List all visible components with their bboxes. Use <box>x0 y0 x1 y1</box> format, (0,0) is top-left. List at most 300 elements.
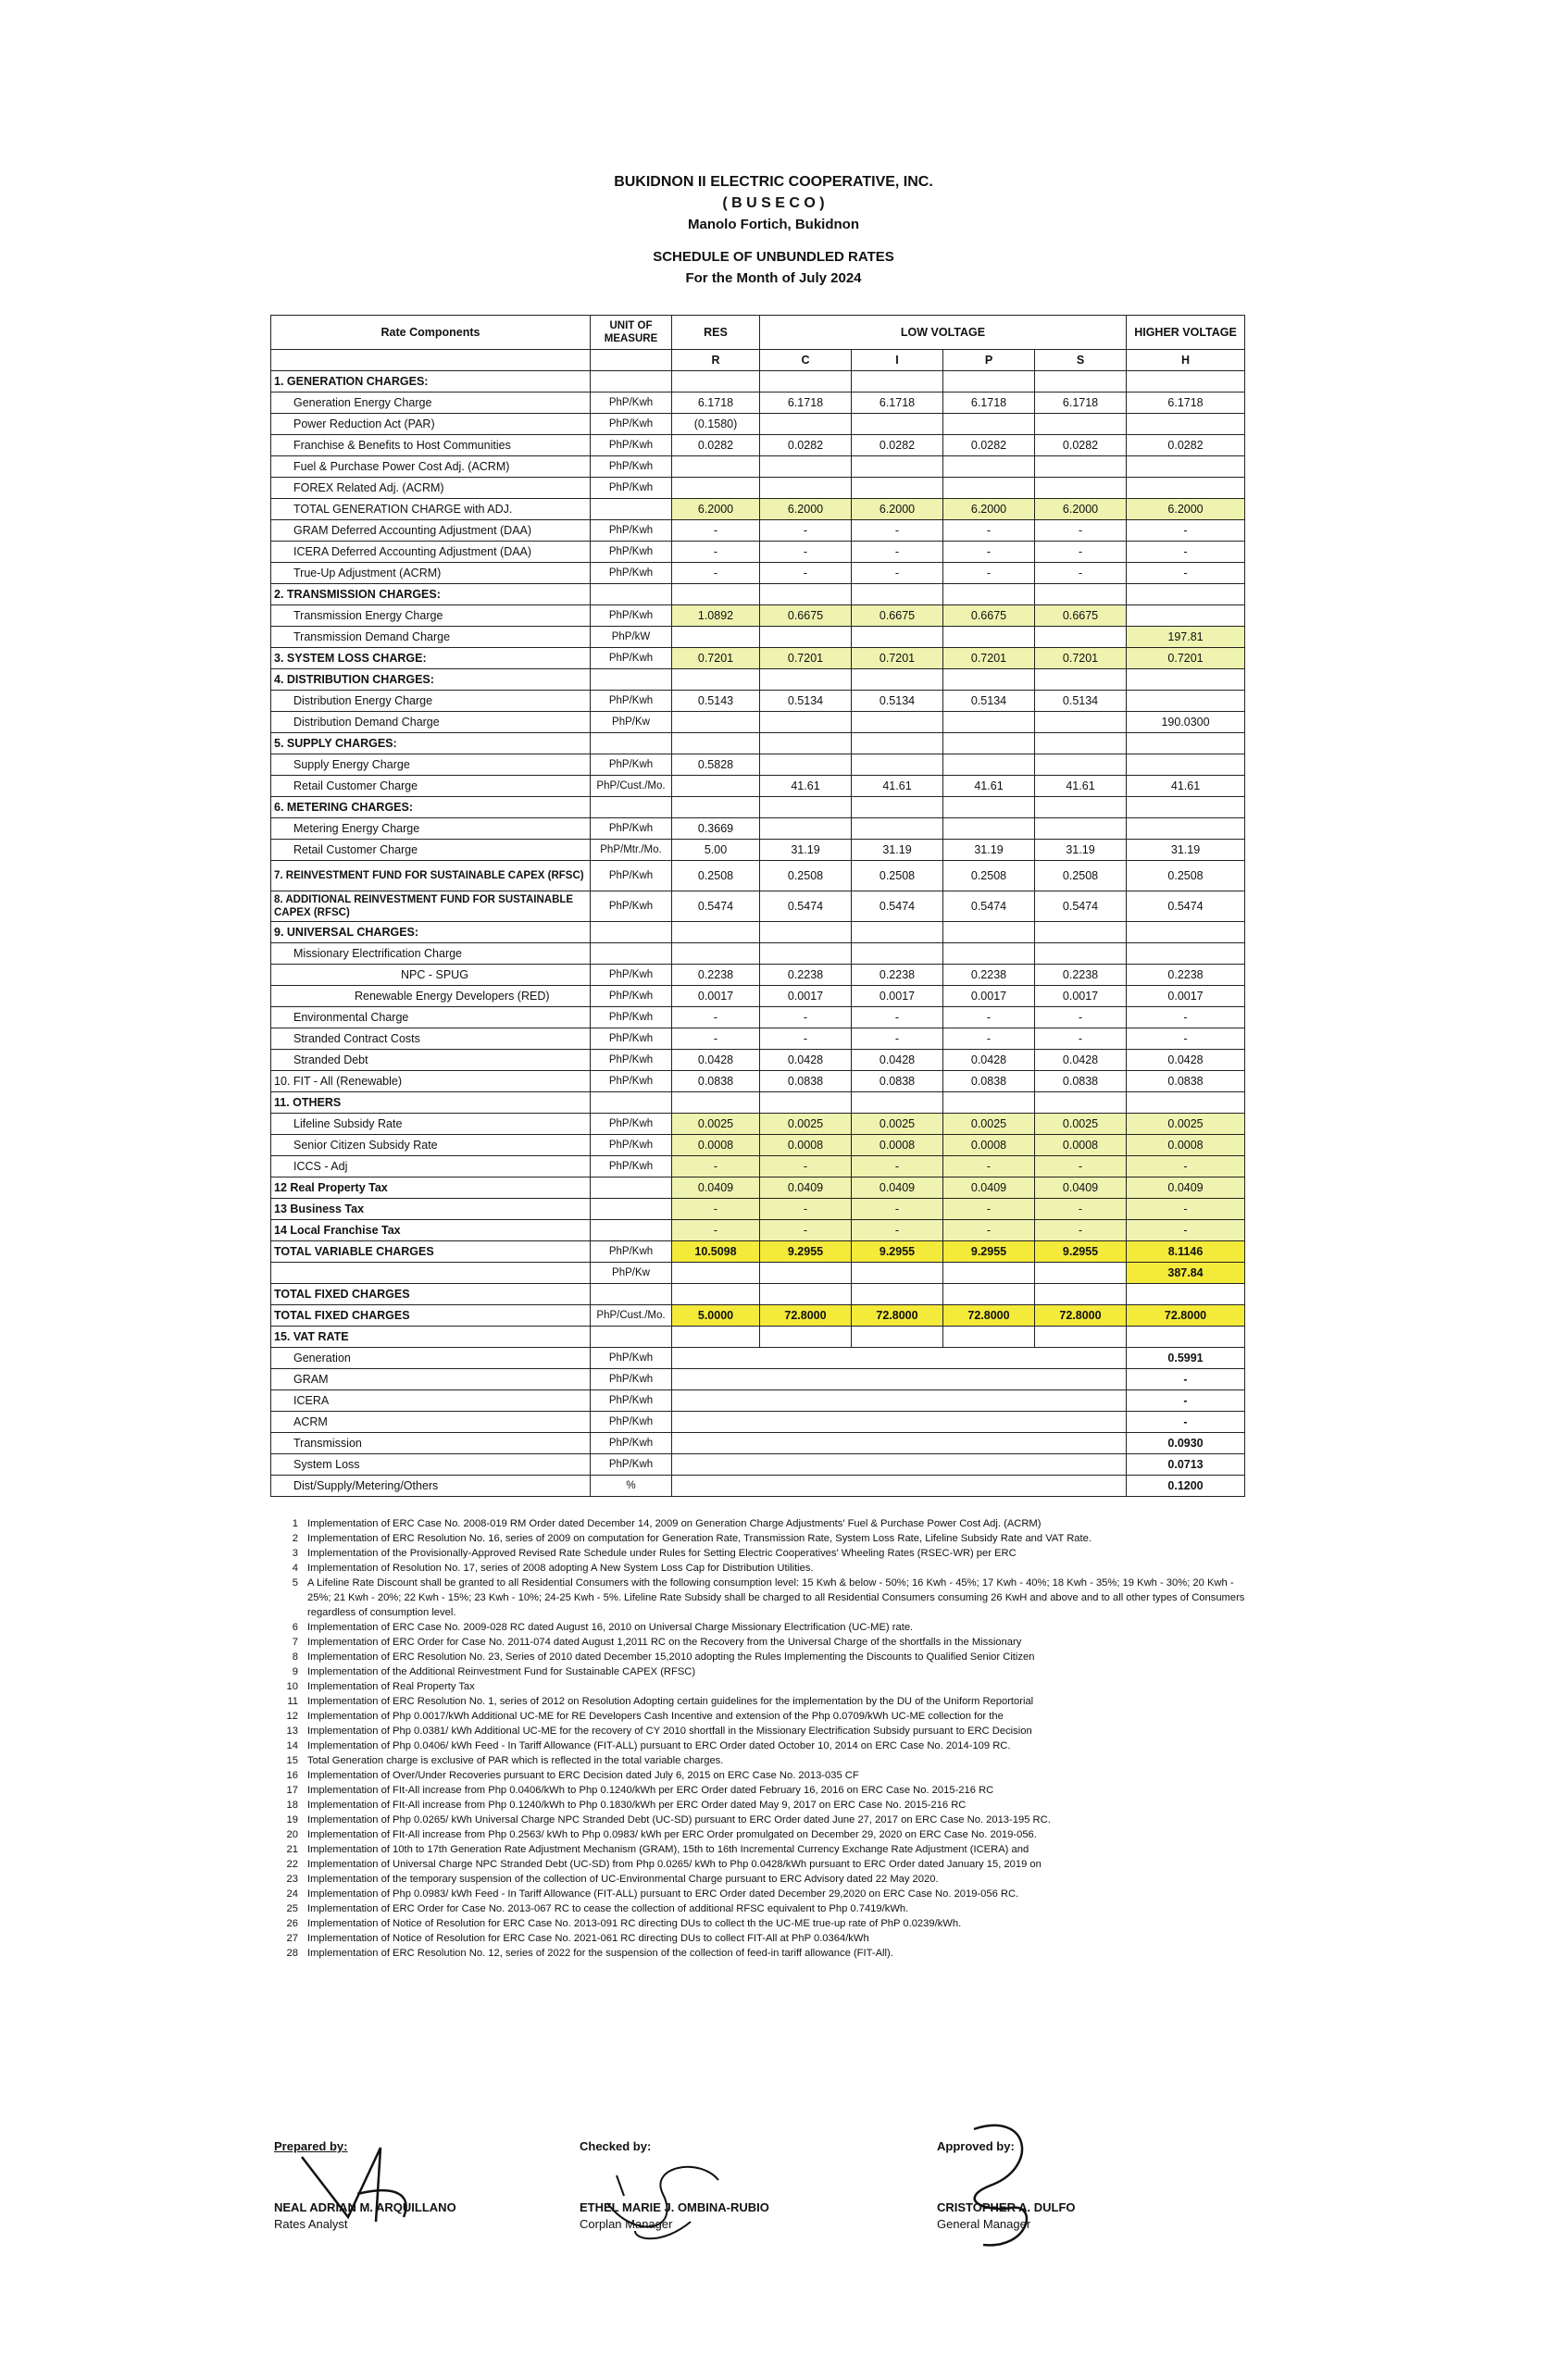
value-cell-c: 0.0282 <box>760 435 852 456</box>
value-cell-c: - <box>760 1028 852 1050</box>
value-cell-i: - <box>852 1156 943 1178</box>
value-cell-p: 0.2238 <box>943 965 1035 986</box>
footnote-number: 6 <box>292 1622 298 1633</box>
value-cell-c <box>760 818 852 840</box>
value-cell-p: 6.2000 <box>943 499 1035 520</box>
value-cell-s <box>1035 818 1127 840</box>
value-cell-r: - <box>672 1156 760 1178</box>
value-cell-i <box>852 456 943 478</box>
value-cell-p: 0.0008 <box>943 1135 1035 1156</box>
footnote-item <box>278 1827 1250 1842</box>
value-cell-h <box>1127 605 1245 627</box>
value-cell-i: 0.2238 <box>852 965 943 986</box>
footnote-item <box>278 1783 1250 1798</box>
signature-approved <box>937 2138 1215 2249</box>
rate-component-label: 13 Business Tax <box>271 1199 591 1220</box>
value-cell-i <box>852 1327 943 1348</box>
value-cell-r: 1.0892 <box>672 605 760 627</box>
value-cell-i: 9.2955 <box>852 1241 943 1263</box>
value-cell-r: 0.7201 <box>672 648 760 669</box>
table-row <box>271 1348 1245 1369</box>
value-cell-s: 0.0008 <box>1035 1135 1127 1156</box>
value-cell-i: 0.0025 <box>852 1114 943 1135</box>
rate-component-label: ICERA Deferred Accounting Adjustment (DAA) <box>271 542 591 563</box>
footnotes <box>278 1516 1250 1961</box>
value-cell-s: 0.5134 <box>1035 691 1127 712</box>
value-cell-h <box>1127 1284 1245 1305</box>
rate-component-label: ACRM <box>271 1412 591 1433</box>
value-cell-r: 0.0428 <box>672 1050 760 1071</box>
footnote-text: Implementation of Php 0.0265/ kWh Universal Charge NPC Stranded Debt (UC-SD) pursuant to ERC Order dated June 27, 2017 on ERC Case No. 2013-195 RC. <box>307 1814 1051 1825</box>
footnote-number: 23 <box>286 1874 298 1885</box>
value-cell-r: 0.2238 <box>672 965 760 986</box>
value-cell-r: 0.5828 <box>672 754 760 776</box>
value-cell-s: - <box>1035 1028 1127 1050</box>
footnote-number: 4 <box>292 1563 298 1574</box>
footnote-number: 28 <box>286 1948 298 1959</box>
value-cell-p <box>943 456 1035 478</box>
value-cell-h: 0.0409 <box>1127 1178 1245 1199</box>
unit-of-measure: PhP/Kwh <box>591 542 672 563</box>
footnote-number: 9 <box>292 1666 298 1677</box>
unit-of-measure: PhP/Kwh <box>591 965 672 986</box>
rate-component-label: Distribution Demand Charge <box>271 712 591 733</box>
value-cell-c <box>760 478 852 499</box>
unit-of-measure: PhP/Kwh <box>591 1412 672 1433</box>
rate-component-label: TOTAL FIXED CHARGES <box>271 1284 591 1305</box>
value-cell-c: 9.2955 <box>760 1241 852 1263</box>
value-cell-s: 0.6675 <box>1035 605 1127 627</box>
unit-of-measure: PhP/Kwh <box>591 414 672 435</box>
value-cell-h: - <box>1127 1390 1245 1412</box>
rate-component-label: GRAM Deferred Accounting Adjustment (DAA) <box>271 520 591 542</box>
value-cell-p <box>943 669 1035 691</box>
value-cell-s: - <box>1035 1220 1127 1241</box>
value-cell-r <box>672 1284 760 1305</box>
rate-component-label: 7. REINVESTMENT FUND FOR SUSTAINABLE CAPEX (RFSC) <box>271 861 591 891</box>
table-row <box>271 986 1245 1007</box>
value-cell-s: 0.2508 <box>1035 861 1127 891</box>
value-cell-h: 0.5474 <box>1127 891 1245 922</box>
value-cell-s <box>1035 943 1127 965</box>
prepared-label: Prepared by: <box>274 2139 348 2153</box>
table-row <box>271 712 1245 733</box>
footnote-item <box>278 1931 1250 1946</box>
footnote-number: 24 <box>286 1888 298 1900</box>
vat-empty-span <box>672 1348 1127 1369</box>
footnote-number: 18 <box>286 1800 298 1811</box>
class-code-s: S <box>1035 350 1127 371</box>
table-row <box>271 1241 1245 1263</box>
footnote-number: 12 <box>286 1711 298 1722</box>
rate-component-label <box>271 1263 591 1284</box>
table-row <box>271 922 1245 943</box>
rate-component-label: NPC - SPUG <box>271 965 591 986</box>
value-cell-c: - <box>760 1220 852 1241</box>
value-cell-p <box>943 627 1035 648</box>
unit-of-measure: PhP/Kwh <box>591 1135 672 1156</box>
approved-label: Approved by: <box>937 2139 1015 2153</box>
value-cell-i: - <box>852 1199 943 1220</box>
table-row <box>271 1135 1245 1156</box>
table-row <box>271 669 1245 691</box>
value-cell-c: - <box>760 1007 852 1028</box>
footnote-text: Implementation of Php 0.0983/ kWh Feed - In Tariff Allowance (FIT-ALL) pursuant to ERC Order dated December 29,2020 on ERC Case No. 2019-056 RC. <box>307 1888 1019 1900</box>
footnote-item <box>278 1946 1250 1961</box>
vat-empty-span <box>672 1476 1127 1497</box>
unit-of-measure <box>591 669 672 691</box>
value-cell-p: 0.0428 <box>943 1050 1035 1071</box>
unit-of-measure <box>591 733 672 754</box>
value-cell-r <box>672 1327 760 1348</box>
value-cell-i: 6.1718 <box>852 393 943 414</box>
value-cell-s <box>1035 754 1127 776</box>
footnote-item <box>278 1813 1250 1827</box>
unit-of-measure: PhP/Kw <box>591 712 672 733</box>
value-cell-i: 0.0282 <box>852 435 943 456</box>
rate-component-label: Transmission <box>271 1433 591 1454</box>
footnote-item <box>278 1620 1250 1635</box>
value-cell-s <box>1035 1263 1127 1284</box>
prepared-name: NEAL ADRIAN M. ARQUILLANO <box>274 2200 456 2214</box>
value-cell-r: 0.0409 <box>672 1178 760 1199</box>
coop-name: BUKIDNON II ELECTRIC COOPERATIVE, INC. <box>614 174 933 190</box>
table-row <box>271 754 1245 776</box>
value-cell-h: 0.1200 <box>1127 1476 1245 1497</box>
value-cell-c <box>760 669 852 691</box>
rate-component-label: 6. METERING CHARGES: <box>271 797 591 818</box>
footnote-text: Implementation of ERC Resolution No. 23, Series of 2010 dated December 15,2010 adopting the Rules Implementing the Discounts to Qualified Senior Citizen <box>307 1651 1035 1663</box>
value-cell-i: 41.61 <box>852 776 943 797</box>
unit-of-measure: PhP/Kwh <box>591 520 672 542</box>
value-cell-c <box>760 371 852 393</box>
value-cell-i <box>852 627 943 648</box>
value-cell-p <box>943 478 1035 499</box>
table-row <box>271 1476 1245 1497</box>
value-cell-i: 72.8000 <box>852 1305 943 1327</box>
value-cell-s <box>1035 797 1127 818</box>
rate-component-label: 10. FIT - All (Renewable) <box>271 1071 591 1092</box>
value-cell-s <box>1035 478 1127 499</box>
value-cell-r: - <box>672 1220 760 1241</box>
value-cell-h: 197.81 <box>1127 627 1245 648</box>
footnote-number: 5 <box>292 1577 298 1589</box>
value-cell-s: - <box>1035 563 1127 584</box>
value-cell-r: 0.2508 <box>672 861 760 891</box>
value-cell-i: 0.2508 <box>852 861 943 891</box>
unit-of-measure <box>591 1092 672 1114</box>
value-cell-p: 0.7201 <box>943 648 1035 669</box>
value-cell-c: - <box>760 563 852 584</box>
value-cell-r: 6.2000 <box>672 499 760 520</box>
footnote-number: 19 <box>286 1814 298 1825</box>
value-cell-c: 0.5474 <box>760 891 852 922</box>
value-cell-s <box>1035 584 1127 605</box>
table-row <box>271 1327 1245 1348</box>
value-cell-s <box>1035 733 1127 754</box>
footnote-number: 15 <box>286 1755 298 1766</box>
rate-component-label: TOTAL FIXED CHARGES <box>271 1305 591 1327</box>
unit-of-measure: PhP/Kwh <box>591 648 672 669</box>
value-cell-c: 0.0428 <box>760 1050 852 1071</box>
header-low-voltage: LOW VOLTAGE <box>760 316 1127 350</box>
value-cell-p: 0.0017 <box>943 986 1035 1007</box>
value-cell-h: 31.19 <box>1127 840 1245 861</box>
unit-of-measure: PhP/Kwh <box>591 861 672 891</box>
footnote-text: Implementation of ERC Case No. 2008-019 RM Order dated December 14, 2009 on Generation Charge Adjustments' Fuel & Purchase Power Cost Adj. (ACRM) <box>307 1518 1042 1529</box>
footnote-item <box>278 1857 1250 1872</box>
value-cell-p: - <box>943 1199 1035 1220</box>
footnote-number: 1 <box>292 1518 298 1529</box>
unit-of-measure: PhP/Kwh <box>591 478 672 499</box>
class-code-row <box>271 350 1245 371</box>
footnote-item <box>278 1635 1250 1650</box>
value-cell-c: - <box>760 1156 852 1178</box>
table-row <box>271 1092 1245 1114</box>
value-cell-p: 0.2508 <box>943 861 1035 891</box>
value-cell-i <box>852 584 943 605</box>
rate-component-label: GRAM <box>271 1369 591 1390</box>
value-cell-p: - <box>943 1007 1035 1028</box>
table-row <box>271 1412 1245 1433</box>
rate-component-label: 5. SUPPLY CHARGES: <box>271 733 591 754</box>
rate-component-label: Missionary Electrification Charge <box>271 943 591 965</box>
value-cell-p: - <box>943 542 1035 563</box>
value-cell-p <box>943 797 1035 818</box>
rate-component-label: Generation <box>271 1348 591 1369</box>
value-cell-p <box>943 733 1035 754</box>
footnote-number: 7 <box>292 1637 298 1648</box>
footnote-text: Implementation of Php 0.0381/ kWh Additional UC-ME for the recovery of CY 2010 shortfall in the Missionary Electrification Subsidy pursuant to ERC Decision <box>307 1726 1032 1737</box>
footnote-item <box>278 1546 1250 1561</box>
footnote-text: Implementation of the Provisionally-Approved Revised Rate Schedule under Rules for Setting Electric Cooperatives' Wheeling Rates (RSEC-WR) per ERC <box>307 1548 1017 1559</box>
value-cell-s: 6.1718 <box>1035 393 1127 414</box>
table-row <box>271 1369 1245 1390</box>
rate-component-label: Generation Energy Charge <box>271 393 591 414</box>
value-cell-i <box>852 414 943 435</box>
unit-of-measure <box>591 1199 672 1220</box>
footnote-item <box>278 1738 1250 1753</box>
unit-of-measure <box>591 371 672 393</box>
value-cell-s: 0.0428 <box>1035 1050 1127 1071</box>
table-row <box>271 1263 1245 1284</box>
value-cell-s <box>1035 922 1127 943</box>
unit-of-measure: PhP/Kwh <box>591 1007 672 1028</box>
footnote-item <box>278 1768 1250 1783</box>
value-cell-r: 0.0008 <box>672 1135 760 1156</box>
unit-of-measure: PhP/Kwh <box>591 1241 672 1263</box>
rate-component-label: 14 Local Franchise Tax <box>271 1220 591 1241</box>
table-row <box>271 1114 1245 1135</box>
table-row <box>271 478 1245 499</box>
rate-component-label: 3. SYSTEM LOSS CHARGE: <box>271 648 591 669</box>
value-cell-i: 0.0838 <box>852 1071 943 1092</box>
value-cell-c: 0.0017 <box>760 986 852 1007</box>
footnote-item <box>278 1664 1250 1679</box>
value-cell-h: 0.0428 <box>1127 1050 1245 1071</box>
value-cell-s: 0.0409 <box>1035 1178 1127 1199</box>
unbundled-rates-table <box>270 315 1245 1497</box>
unit-of-measure <box>591 1284 672 1305</box>
value-cell-h <box>1127 371 1245 393</box>
value-cell-p: 9.2955 <box>943 1241 1035 1263</box>
footnote-number: 2 <box>292 1533 298 1544</box>
unit-of-measure <box>591 922 672 943</box>
value-cell-r: 5.0000 <box>672 1305 760 1327</box>
value-cell-p: - <box>943 520 1035 542</box>
unit-of-measure: PhP/Kwh <box>591 1114 672 1135</box>
unit-of-measure: PhP/Cust./Mo. <box>591 776 672 797</box>
value-cell-i: - <box>852 1007 943 1028</box>
value-cell-h: 8.1146 <box>1127 1241 1245 1263</box>
header-rate-components: Rate Components <box>271 316 591 350</box>
value-cell-i <box>852 371 943 393</box>
value-cell-s: 9.2955 <box>1035 1241 1127 1263</box>
value-cell-s <box>1035 627 1127 648</box>
value-cell-s: 72.8000 <box>1035 1305 1127 1327</box>
footnote-item <box>278 1798 1250 1813</box>
value-cell-h: 0.7201 <box>1127 648 1245 669</box>
footnote-item <box>278 1842 1250 1857</box>
footnote-text: Implementation of the Additional Reinvestment Fund for Sustainable CAPEX (RFSC) <box>307 1666 696 1677</box>
rate-component-label: Lifeline Subsidy Rate <box>271 1114 591 1135</box>
footnote-text: Implementation of ERC Resolution No. 1, series of 2012 on Resolution Adopting certain guidelines for the implementation by the DU of the Uniform Reportorial <box>307 1696 1034 1707</box>
footnote-number: 10 <box>286 1681 298 1692</box>
unit-of-measure: PhP/Kwh <box>591 818 672 840</box>
value-cell-c <box>760 1263 852 1284</box>
rate-component-label: Transmission Demand Charge <box>271 627 591 648</box>
value-cell-i: 0.5134 <box>852 691 943 712</box>
value-cell-r: - <box>672 563 760 584</box>
rate-component-label: 11. OTHERS <box>271 1092 591 1114</box>
rate-component-label: 1. GENERATION CHARGES: <box>271 371 591 393</box>
handwritten-signature-prepared <box>293 2129 478 2231</box>
header-higher-voltage: HIGHER VOLTAGE <box>1127 316 1245 350</box>
table-row <box>271 776 1245 797</box>
unit-of-measure: PhP/Kwh <box>591 1071 672 1092</box>
value-cell-r <box>672 776 760 797</box>
rate-component-label: Stranded Debt <box>271 1050 591 1071</box>
value-cell-c: - <box>760 542 852 563</box>
unit-of-measure: PhP/Kwh <box>591 1454 672 1476</box>
rate-component-label: System Loss <box>271 1454 591 1476</box>
value-cell-i <box>852 478 943 499</box>
footnote-number: 20 <box>286 1829 298 1840</box>
footnote-text: Implementation of Universal Charge NPC Stranded Debt (UC-SD) from Php 0.0265/ kWh to Php 0.0428/kWh pursuant to ERC Order dated January 15, 2019 on <box>307 1859 1042 1870</box>
table-row <box>271 1433 1245 1454</box>
value-cell-c <box>760 733 852 754</box>
vat-empty-span <box>672 1454 1127 1476</box>
value-cell-c: 6.2000 <box>760 499 852 520</box>
rate-component-label: 4. DISTRIBUTION CHARGES: <box>271 669 591 691</box>
footnote-item <box>278 1753 1250 1768</box>
value-cell-i: 0.0428 <box>852 1050 943 1071</box>
value-cell-s: 6.2000 <box>1035 499 1127 520</box>
value-cell-c <box>760 456 852 478</box>
unit-of-measure: PhP/Kwh <box>591 563 672 584</box>
rate-component-label: Retail Customer Charge <box>271 776 591 797</box>
value-cell-h <box>1127 818 1245 840</box>
value-cell-h: - <box>1127 1412 1245 1433</box>
class-code-r: R <box>672 350 760 371</box>
value-cell-h: - <box>1127 1007 1245 1028</box>
value-cell-p: 6.1718 <box>943 393 1035 414</box>
value-cell-r: 10.5098 <box>672 1241 760 1263</box>
value-cell-i <box>852 1092 943 1114</box>
value-cell-c <box>760 1327 852 1348</box>
schedule-period: For the Month of July 2024 <box>685 270 862 286</box>
value-cell-i: 0.0008 <box>852 1135 943 1156</box>
value-cell-p: 0.5134 <box>943 691 1035 712</box>
value-cell-h <box>1127 754 1245 776</box>
value-cell-p: 0.5474 <box>943 891 1035 922</box>
value-cell-h: 0.5991 <box>1127 1348 1245 1369</box>
value-cell-i: 6.2000 <box>852 499 943 520</box>
rate-component-label: TOTAL GENERATION CHARGE with ADJ. <box>271 499 591 520</box>
vat-empty-span <box>672 1390 1127 1412</box>
table-row <box>271 584 1245 605</box>
document-header <box>0 171 1547 289</box>
value-cell-p: 0.0282 <box>943 435 1035 456</box>
footnote-item <box>278 1724 1250 1738</box>
rate-component-label: Transmission Energy Charge <box>271 605 591 627</box>
value-cell-r: 0.0025 <box>672 1114 760 1135</box>
value-cell-r: 0.0282 <box>672 435 760 456</box>
rate-component-label: 12 Real Property Tax <box>271 1178 591 1199</box>
unit-of-measure: PhP/Kwh <box>591 1156 672 1178</box>
unit-of-measure: PhP/Mtr./Mo. <box>591 840 672 861</box>
value-cell-s: 0.0017 <box>1035 986 1127 1007</box>
table-row <box>271 1199 1245 1220</box>
table-row <box>271 627 1245 648</box>
footnote-text: Implementation of Notice of Resolution for ERC Case No. 2021-061 RC directing DUs to collect FIT-All at PhP 0.0364/kWh <box>307 1933 869 1944</box>
value-cell-p <box>943 818 1035 840</box>
table-row <box>271 1071 1245 1092</box>
unit-of-measure: PhP/Kw <box>591 1263 672 1284</box>
rate-component-label: Distribution Energy Charge <box>271 691 591 712</box>
table-row <box>271 1028 1245 1050</box>
value-cell-p: 72.8000 <box>943 1305 1035 1327</box>
footnote-number: 14 <box>286 1740 298 1751</box>
value-cell-c: 0.2508 <box>760 861 852 891</box>
value-cell-r <box>672 669 760 691</box>
value-cell-c <box>760 627 852 648</box>
approved-title: General Manager <box>937 2217 1031 2231</box>
footnote-text: Implementation of Over/Under Recoveries pursuant to ERC Decision dated July 6, 2015 on ERC Case No. 2013-035 CF <box>307 1770 859 1781</box>
value-cell-p <box>943 371 1035 393</box>
value-cell-s: - <box>1035 1199 1127 1220</box>
value-cell-s: - <box>1035 1007 1127 1028</box>
unit-of-measure: PhP/Kwh <box>591 1050 672 1071</box>
rate-component-label: Metering Energy Charge <box>271 818 591 840</box>
value-cell-s: - <box>1035 1156 1127 1178</box>
value-cell-i <box>852 943 943 965</box>
unit-of-measure: PhP/Kwh <box>591 393 672 414</box>
value-cell-r <box>672 712 760 733</box>
value-cell-p: - <box>943 563 1035 584</box>
value-cell-i <box>852 712 943 733</box>
rate-component-label: FOREX Related Adj. (ACRM) <box>271 478 591 499</box>
value-cell-r: (0.1580) <box>672 414 760 435</box>
value-cell-s: - <box>1035 542 1127 563</box>
value-cell-h: 387.84 <box>1127 1263 1245 1284</box>
value-cell-h: 0.0017 <box>1127 986 1245 1007</box>
value-cell-i <box>852 733 943 754</box>
value-cell-p: 0.6675 <box>943 605 1035 627</box>
table-row <box>271 840 1245 861</box>
unit-of-measure: PhP/Kwh <box>591 986 672 1007</box>
unit-of-measure: PhP/Kwh <box>591 1433 672 1454</box>
